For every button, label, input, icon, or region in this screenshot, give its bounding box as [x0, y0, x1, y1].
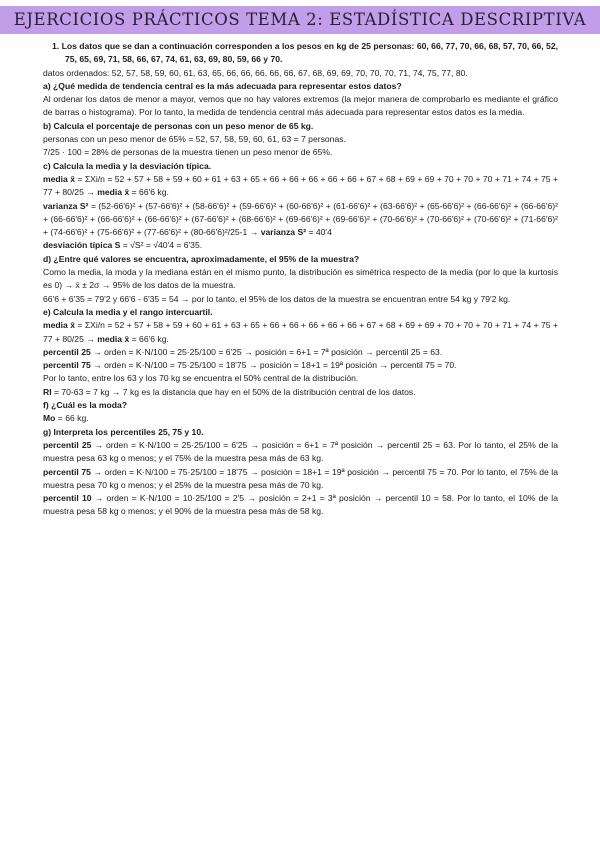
g-p25-label: percentil 25 [43, 439, 92, 450]
c-desv-label: desviación típica S [43, 240, 121, 251]
f-mo-text: = 66 kg. [55, 413, 89, 424]
g-p25 [43, 439, 558, 466]
e-p25-label: percentil 25 [43, 346, 91, 357]
document-body [43, 40, 558, 519]
answer-a: Al ordenar los datos de menor a mayor, vemos que no hay valores extremos (la mejor manera de comprobarlo es mediante el gráfico de barras o histograma). Por lo tanto, la medida de tendencia central más adecuada para representar estos datos es la media. [43, 94, 558, 118]
g-p25-text: → orden = K·N/100 = 25·25/100 = 6'25 → posición = 6+1 = 7ª posición → percentil 25 = 63. Por lo tanto, el 25% de la muestra pesa 63 kg o menos; y el 75% de la muestra pesa más de 63 kg. [43, 439, 558, 464]
f-moda [43, 412, 558, 425]
e-p75-label: percentil 75 [43, 360, 91, 371]
answer-b-line1: personas con un peso menor de 65% = 52, 57, 58, 59, 60, 61, 63 = 7 personas. [43, 134, 346, 145]
c-media-result: = 66'6 kg. [129, 187, 169, 198]
g-p75 [43, 466, 558, 493]
title-banner [0, 6, 600, 34]
exercise-statement: 1. Los datos que se dan a continuación corresponden a los pesos en kg de 25 personas: 60, 66, 77, 70, 66, 68, 57, 70, 66, 52, 75, 65, 69, 71, 58, 66, 67, 74, 61, 63, 69, 80, 59, 66 y 70. [52, 41, 558, 65]
e-conclusion: Por lo tanto, entre los 63 y los 70 kg se encuentra el 50% central de la distribución. [43, 373, 359, 384]
ordered-data: datos ordenados: 52, 57, 58, 59, 60, 61, 63, 65, 66, 66, 66, 66, 66, 67, 68, 69, 69, 70, 70, 70, 71, 74, 75, 77, 80. [43, 67, 468, 78]
e-p25 [43, 346, 558, 359]
c-media-label: media x̄ [43, 173, 76, 184]
e-p25-text: → orden = K·N/100 = 25·25/100 = 6'25 → posición = 6+1 = 7ª posición → percentil 25 = 63. [90, 346, 443, 357]
e-media-label: media x̄ [43, 320, 76, 331]
e-p75 [43, 359, 558, 372]
c-var-result: = 40'4 [306, 227, 332, 238]
g-p10 [43, 492, 558, 519]
question-d: d) ¿Entre qué valores se encuentra, aproximadamente, el 95% de la muestra? [43, 253, 360, 264]
e-media-text: = ΣXi/n = 52 + 57 + 58 + 59 + 60 + 61 + 63 + 65 + 66 + 66 + 66 + 66 + 66 + 67 + 68 + 69 + 69 + 70 + 70 + 70 + 71 + 74 + 75 + 77 + 80/25 → [43, 320, 558, 344]
e-media-result-label: media x̄ [97, 333, 130, 344]
e-ri-label: RI [43, 386, 52, 397]
e-ri [43, 386, 558, 399]
c-media-result-label: media x̄ [97, 187, 130, 198]
answer-d-1: Como la media, la moda y la mediana están en el mismo punto, la distribución es simétrica respecto de la media (por lo que la kurtosis es 0) → x̄ ± 2σ → 95% de los datos de la muestra. [43, 267, 558, 291]
question-a: a) ¿Qué medida de tendencia central es la más adecuada para representar estos datos? [43, 80, 402, 91]
answer-b-line2: 7/25 · 100 = 28% de personas de la muestra tienen un peso menor de 65%. [43, 147, 333, 158]
e-p75-text: → orden = K·N/100 = 75·25/100 = 18'75 → posición = 18+1 = 19ª posición → percentil 75 = 70. [90, 360, 457, 371]
e-ri-text: = 70-63 = 7 kg → 7 kg es la distancia que hay en el 50% de la distribución central de los datos. [51, 386, 416, 397]
c-var-result-label: varianza S² [260, 227, 307, 238]
g-p10-text: → orden = K·N/100 = 10·25/100 = 2'5 → posición = 2+1 = 3ª posición → percentil 10 = 58. Por lo tanto, el 10% de la muestra pesa 58 kg o menos; y el 90% de la muestra pesa más de 58 kg. [43, 493, 558, 517]
e-media-result: = 66'6 kg. [129, 333, 169, 344]
g-p75-text: → orden = K·N/100 = 75·25/100 = 18'75 → posición = 18+1 = 19ª posición → percentil 75 = 70. Por lo tanto, el 75% de la muestra pesa 70 kg o menos; y el 25% de la muestra pesa más de 70 kg. [43, 466, 558, 490]
question-b: b) Calcula el porcentaje de personas con un peso menor de 65 kg. [43, 120, 314, 131]
c-varianza [43, 200, 558, 240]
question-f: f) ¿Cuál es la moda? [43, 400, 128, 411]
page-title: EJERCICIOS PRÁCTICOS TEMA 2: ESTADÍSTICA DESCRIPTIVA [13, 10, 587, 29]
answer-d-2: 66'6 + 6'35 = 79'2 y 66'6 - 6'35 = 54 → por lo tanto, el 95% de los datos de la muestra se encuentran entre 54 kg y 79'2 kg. [43, 293, 511, 304]
g-p75-label: percentil 75 [43, 466, 91, 477]
c-var-text: = (52-66'6)² + (57-66'6)² + (58-66'6)² + (59-66'6)² + (60-66'6)² + (61-66'6)² + (63-66'6)² + (65-66'6)² + (66-66'6)² + (66-66'6)² + (66-66'6)² + (66-66'6)² + (66-66'6)² + (67-66'6)² + (68-66'6)² + (69-66'6)² + (69-66'6)² + (70-66'6)² + (70-66'6)² + (70-66'6)² + (71-66'6)² + (74-66'6)² + (75-66'6)² + (77-66'6)² + (80-66'6)²/25-1 → [43, 200, 558, 238]
g-p10-label: percentil 10 [43, 493, 92, 504]
c-var-label: varianza S² [43, 200, 89, 211]
question-c: c) Calcula la media y la desviación típica. [43, 160, 212, 171]
e-media [43, 319, 558, 346]
f-mo-label: Mo [43, 413, 56, 424]
question-e: e) Calcula la media y el rango intercuartil. [43, 306, 213, 317]
c-desv-text: = √S² = √40'4 = 6'35. [120, 240, 203, 251]
c-media-text: = ΣXi/n = 52 + 57 + 58 + 59 + 60 + 61 + 63 + 65 + 66 + 66 + 66 + 66 + 66 + 67 + 68 + 69 + 69 + 70 + 70 + 70 + 71 + 74 + 75 + 77 + 80/25 → [43, 173, 558, 198]
c-desviacion [43, 239, 558, 252]
question-g: g) Interpreta los percentiles 25, 75 y 10. [43, 426, 204, 437]
c-media [43, 173, 558, 200]
